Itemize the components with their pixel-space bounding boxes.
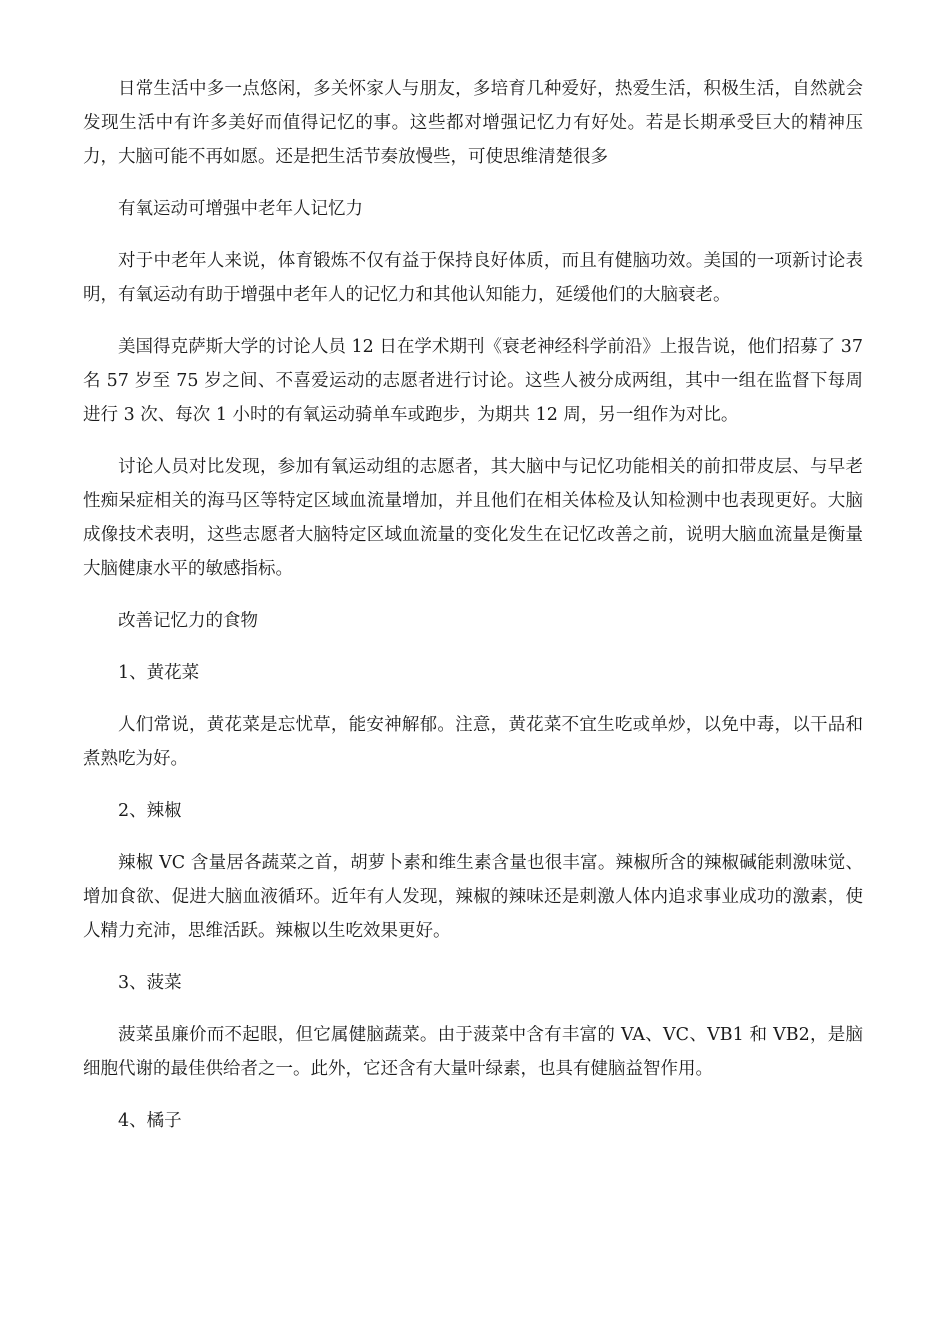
paragraph-exercise-benefit: 对于中老年人来说，体育锻炼不仅有益于保持良好体质，而且有健脑功效。美国的一项新讨论表明，有氧运动有助于增强中老年人的记忆力和其他认知能力，延缓他们的大脑衰老。	[83, 251, 863, 305]
heading-food-2: 2、辣椒	[118, 801, 182, 821]
paragraph-leisure: 日常生活中多一点悠闲，多关怀家人与朋友，多培育几种爱好，热爱生活，积极生活，自然就会发现生活中有许多美好而值得记忆的事。这些都对增强记忆力有好处。若是长期承受巨大的精神压力，大脑可能不再如愿。还是把生活节奏放慢些，可使思维清楚很多	[83, 79, 863, 167]
heading-aerobic: 有氧运动可增强中老年人记忆力	[118, 199, 363, 219]
paragraph-study-design: 美国得克萨斯大学的讨论人员 12 日在学术期刊《衰老神经科学前沿》上报告说，他们招募了 37 名 57 岁至 75 岁之间、不喜爱运动的志愿者进行讨论。这些人被分成两组，其中一组在监督下每周进行 3 次、每次 1 小时的有氧运动骑单车或跑步，为期共 12 周，另一组作为对比。	[83, 337, 869, 425]
heading-food-4: 4、橘子	[118, 1111, 182, 1131]
document-page	[83, 72, 869, 1156]
paragraph-food-2: 辣椒 VC 含量居各蔬菜之首，胡萝卜素和维生素含量也很丰富。辣椒所含的辣椒碱能刺激味觉、增加食欲、促进大脑血液循环。近年有人发现，辣椒的辣味还是刺激人体内追求事业成功的激素，使人精力充沛，思维活跃。辣椒以生吃效果更好。	[83, 853, 863, 941]
paragraph-food-3: 菠菜虽廉价而不起眼，但它属健脑蔬菜。由于菠菜中含有丰富的 VA、VC、VB1 和 VB2，是脑细胞代谢的最佳供给者之一。此外，它还含有大量叶绿素，也具有健脑益智作用。	[83, 1025, 863, 1079]
paragraph-study-results: 讨论人员对比发现，参加有氧运动组的志愿者，其大脑中与记忆功能相关的前扣带皮层、与早老性痴呆症相关的海马区等特定区域血流量增加，并且他们在相关体检及认知检测中也表现更好。大脑成像技术表明，这些志愿者大脑特定区域血流量的变化发生在记忆改善之前，说明大脑血流量是衡量大脑健康水平的敏感指标。	[83, 457, 863, 579]
heading-foods: 改善记忆力的食物	[118, 611, 258, 631]
heading-food-1: 1、黄花菜	[118, 663, 200, 683]
heading-food-3: 3、菠菜	[118, 973, 182, 993]
paragraph-food-1: 人们常说，黄花菜是忘忧草，能安神解郁。注意，黄花菜不宜生吃或单炒，以免中毒，以干品和煮熟吃为好。	[83, 715, 863, 769]
